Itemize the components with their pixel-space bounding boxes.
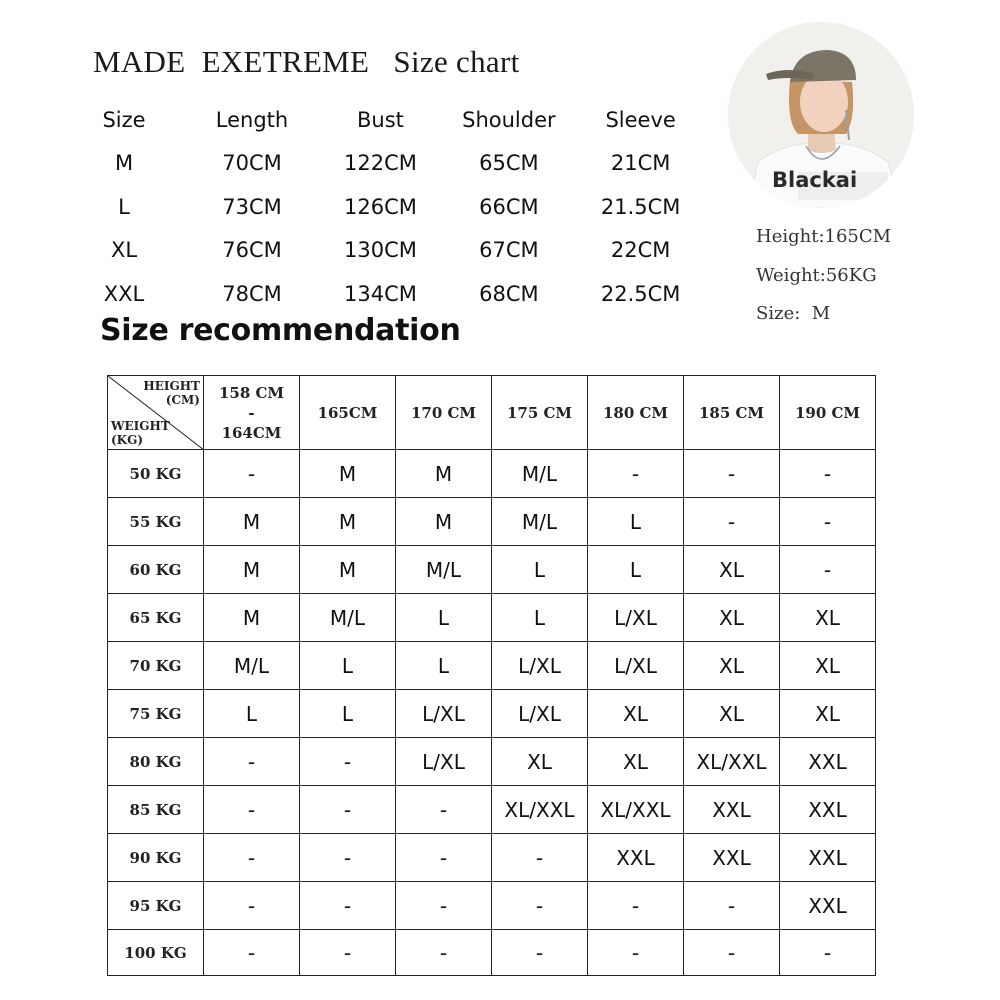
recommended-size-cell: L [300,690,396,738]
spec-cell: 126CM [344,194,417,219]
size-recommendation-table [107,375,876,976]
spec-row [88,229,680,273]
spec-column-header: Bust [356,107,404,132]
spec-cell: 68CM [479,281,539,306]
recommended-size-cell: M [396,450,492,498]
recommended-size-cell: XL [492,738,588,786]
spec-cell: M [114,151,134,176]
spec-column-header: Sleeve [605,107,676,132]
recommended-size-cell: - [588,882,684,930]
weight-row-header: 50 KG [108,450,204,498]
spec-column-header: Length [215,107,289,132]
spec-cell: 122CM [344,151,417,176]
weight-row [108,882,876,930]
height-column-header: 175 CM [492,376,588,450]
spec-cell: 78CM [222,281,282,306]
weight-row-header: 75 KG [108,690,204,738]
weight-row [108,690,876,738]
recommended-size-cell: M [396,498,492,546]
recommended-size-cell: M/L [492,450,588,498]
weight-row [108,450,876,498]
spec-row [88,185,680,229]
recommended-size-cell: XXL [780,738,876,786]
recommended-size-cell: XL/XXL [588,786,684,834]
recommended-size-cell: XXL [684,834,780,882]
spec-cell: 130CM [344,238,417,263]
recommended-size-cell: - [684,882,780,930]
spec-cell: 73CM [222,194,282,219]
recommended-size-cell: L/XL [396,690,492,738]
weight-row-header: 55 KG [108,498,204,546]
recommended-size-cell: - [684,930,780,976]
model-photo [728,22,914,208]
size-recommendation-heading: Size recommendation [100,313,461,348]
recommended-size-cell: - [204,834,300,882]
height-column-header: 180 CM [588,376,684,450]
spec-cell: 65CM [479,151,539,176]
recommended-size-cell: XL [588,738,684,786]
recommended-size-cell: XL/XXL [684,738,780,786]
recommended-size-cell: - [780,930,876,976]
table-corner-cell [108,376,204,450]
recommended-size-cell: XL [780,690,876,738]
recommended-size-cell: L [396,594,492,642]
recommended-size-cell: L/XL [396,738,492,786]
model-weight: Weight:56KG [756,264,877,286]
recommended-size-cell: M/L [300,594,396,642]
weight-row [108,546,876,594]
weight-row [108,642,876,690]
model-size: Size: M [756,303,831,324]
size-chart-title: MADE EXETREME Size chart [93,44,520,79]
recommended-size-cell: - [300,786,396,834]
weight-row-header: 70 KG [108,642,204,690]
recommended-size-cell: XL [780,642,876,690]
weight-axis-label: WEIGHT (KG) [111,419,170,447]
height-column-header: 190 CM [780,376,876,450]
recommended-size-cell: L/XL [588,594,684,642]
recommended-size-cell: - [684,450,780,498]
recommended-size-cell: - [300,834,396,882]
weight-row [108,594,876,642]
weight-row [108,498,876,546]
recommended-size-cell: L [588,546,684,594]
recommended-size-cell: - [204,786,300,834]
recommended-size-cell: M [300,546,396,594]
recommended-size-cell: M/L [396,546,492,594]
spec-cell: 70CM [222,151,282,176]
recommended-size-cell: XL [684,690,780,738]
weight-row [108,738,876,786]
height-column-header: 165CM [300,376,396,450]
weight-row-header: 100 KG [108,930,204,976]
spec-row [88,142,680,186]
height-column-header: 170 CM [396,376,492,450]
recommended-size-cell: M [300,498,396,546]
recommended-size-cell: M/L [492,498,588,546]
recommended-size-cell: - [204,738,300,786]
recommended-size-cell: XL [588,690,684,738]
spec-cell: XL [110,238,138,263]
spec-column-header: Shoulder [462,107,556,132]
recommended-size-cell: - [588,930,684,976]
recommended-size-cell: - [204,450,300,498]
recommended-size-cell: - [780,450,876,498]
recommended-size-cell: - [396,882,492,930]
size-spec-table [88,98,680,316]
recommended-size-cell: XXL [684,786,780,834]
height-axis-label: HEIGHT (CM) [143,379,200,407]
recommended-size-cell: - [780,498,876,546]
recommended-size-cell: M [300,450,396,498]
weight-row-header: 65 KG [108,594,204,642]
recommended-size-cell: - [204,930,300,976]
recommended-size-cell: L/XL [588,642,684,690]
recommended-size-cell: XL [684,594,780,642]
recommended-size-cell: - [492,882,588,930]
recommended-size-cell: - [300,930,396,976]
height-column-header: 185 CM [684,376,780,450]
recommended-size-cell: L [492,594,588,642]
spec-cell: 76CM [222,238,282,263]
recommended-size-cell: XXL [780,834,876,882]
recommended-size-cell: - [492,930,588,976]
recommended-size-cell: L [588,498,684,546]
height-column-header: 158 CM - 164CM [204,376,300,450]
weight-row-header: 80 KG [108,738,204,786]
spec-cell: 67CM [479,238,539,263]
model-illustration [728,22,914,208]
recommended-size-cell: - [684,498,780,546]
spec-cell: 21CM [610,151,671,176]
spec-cell: 134CM [344,281,417,306]
shirt-print-text: Blackai [772,168,858,192]
weight-row [108,834,876,882]
recommended-size-cell: XL [684,546,780,594]
recommended-size-cell: XXL [588,834,684,882]
recommended-size-cell: - [396,930,492,976]
recommended-size-cell: M [204,546,300,594]
recommended-size-cell: L/XL [492,690,588,738]
recommended-size-cell: L [204,690,300,738]
spec-cell: 22CM [610,238,671,263]
recommended-size-cell: M [204,594,300,642]
recommended-size-cell: L/XL [492,642,588,690]
spec-cell: 66CM [479,194,539,219]
recommended-size-cell: XL [684,642,780,690]
spec-column-header: Size [102,107,146,132]
recommended-size-cell: L [396,642,492,690]
spec-header-row [88,98,680,142]
spec-row [88,272,680,316]
recommended-size-cell: XXL [780,786,876,834]
model-info [756,218,891,334]
recommended-size-cell: - [780,546,876,594]
recommended-size-cell: XL [780,594,876,642]
recommended-size-cell: - [396,786,492,834]
weight-row-header: 85 KG [108,786,204,834]
recommended-size-cell: - [588,450,684,498]
spec-cell: L [118,194,130,219]
recommended-size-cell: M [204,498,300,546]
weight-row [108,930,876,976]
recommended-size-cell: XXL [780,882,876,930]
recommended-size-cell: - [492,834,588,882]
recommended-size-cell: XL/XXL [492,786,588,834]
recommended-size-cell: - [300,738,396,786]
spec-cell: XXL [103,281,145,306]
spec-cell: 21.5CM [600,194,681,219]
weight-row-header: 95 KG [108,882,204,930]
recommended-size-cell: - [396,834,492,882]
spec-cell: 22.5CM [600,281,681,306]
recommended-size-cell: M/L [204,642,300,690]
recommended-size-cell: L [492,546,588,594]
weight-row [108,786,876,834]
weight-row-header: 60 KG [108,546,204,594]
weight-row-header: 90 KG [108,834,204,882]
recommended-size-cell: L [300,642,396,690]
recommended-size-cell: - [204,882,300,930]
model-height: Height:165CM [756,226,892,247]
recommended-size-cell: - [300,882,396,930]
